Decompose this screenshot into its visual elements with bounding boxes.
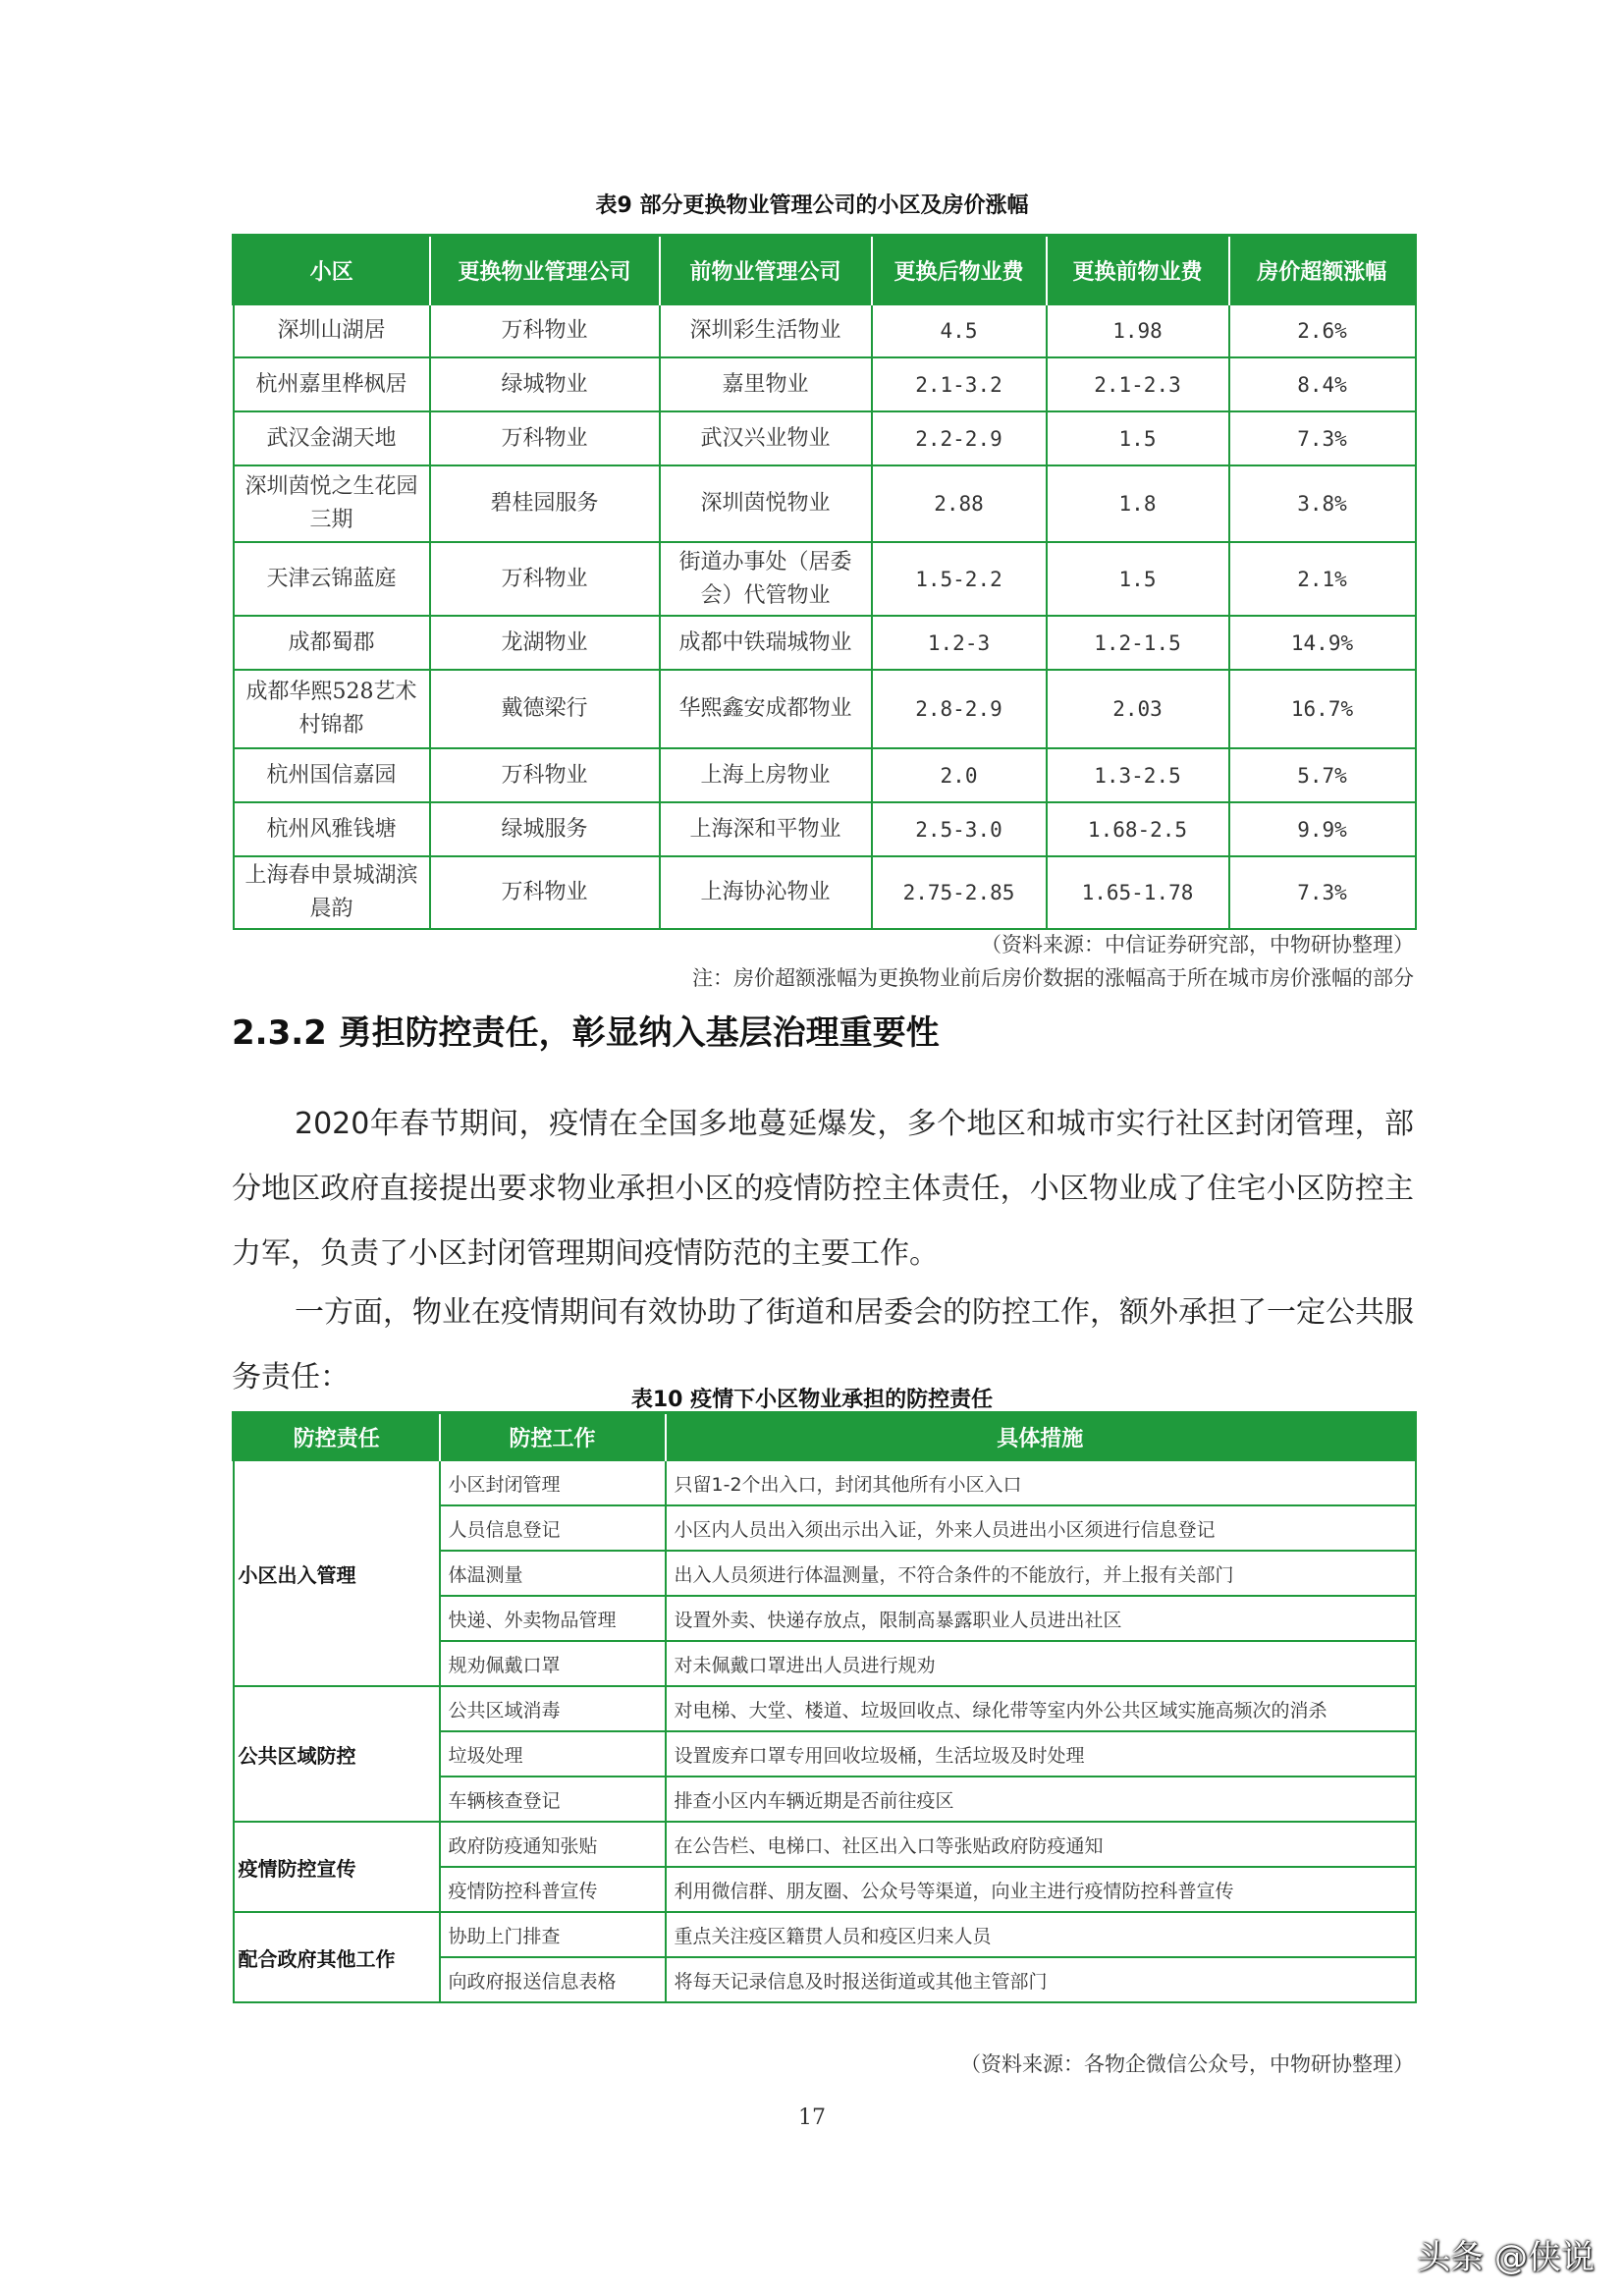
table-cell: 公共区域消毒 <box>440 1686 666 1731</box>
table-cell: 将每天记录信息及时报送街道或其他主管部门 <box>666 1957 1416 2002</box>
table-cell: 杭州国信嘉园 <box>234 748 430 802</box>
table-row <box>234 856 1416 929</box>
table-cell: 绿城物业 <box>430 357 660 411</box>
table-cell: 垃圾处理 <box>440 1731 666 1777</box>
table-cell: 设置外卖、快递存放点，限制高暴露职业人员进出社区 <box>666 1596 1416 1641</box>
table9-header: 更换后物业费 <box>872 236 1047 305</box>
table-cell: 杭州嘉里桦枫居 <box>234 357 430 411</box>
table-cell: 人员信息登记 <box>440 1505 666 1551</box>
table-row <box>234 542 1416 616</box>
table-cell: 出入人员须进行体温测量，不符合条件的不能放行，并上报有关部门 <box>666 1551 1416 1596</box>
table10-caption: 表10 疫情下小区物业承担的防控责任 <box>630 1388 994 1412</box>
table-cell: 2.2-2.9 <box>872 411 1047 465</box>
table-cell: 1.2-1.5 <box>1047 616 1229 670</box>
table-cell: 在公告栏、电梯口、社区出入口等张贴政府防疫通知 <box>666 1822 1416 1867</box>
category-cell: 疫情防控宣传 <box>234 1822 440 1912</box>
table-cell: 利用微信群、朋友圈、公众号等渠道，向业主进行疫情防控科普宣传 <box>666 1867 1416 1912</box>
table-cell: 上海春申景城湖滨晨韵 <box>234 856 430 929</box>
table-cell: 上海上房物业 <box>660 748 872 802</box>
watermark: 头条 @侠说 <box>1417 2238 1595 2277</box>
table-row <box>234 465 1416 542</box>
table-cell: 武汉金湖天地 <box>234 411 430 465</box>
table-cell: 1.68-2.5 <box>1047 802 1229 856</box>
table-cell: 1.5 <box>1047 411 1229 465</box>
table-cell: 对未佩戴口罩进出人员进行规劝 <box>666 1641 1416 1686</box>
table9-header: 房价超额涨幅 <box>1229 236 1416 305</box>
table-cell: 7.3% <box>1229 411 1416 465</box>
table-cell: 万科物业 <box>430 304 660 357</box>
table-cell: 2.75-2.85 <box>872 856 1047 929</box>
table-row <box>234 1822 1416 1867</box>
table-row <box>234 1912 1416 1957</box>
table-cell: 1.5-2.2 <box>872 542 1047 616</box>
table9-source: （资料来源：中信证券研究部，中物研协整理） <box>981 933 1414 957</box>
table-cell: 街道办事处（居委会）代管物业 <box>660 542 872 616</box>
table-cell: 16.7% <box>1229 670 1416 748</box>
table-cell: 2.1% <box>1229 542 1416 616</box>
table-cell: 2.8-2.9 <box>872 670 1047 748</box>
table-row <box>234 357 1416 411</box>
table-cell: 万科物业 <box>430 856 660 929</box>
table-cell: 1.8 <box>1047 465 1229 542</box>
table9-header: 小区 <box>234 236 430 305</box>
table-cell: 向政府报送信息表格 <box>440 1957 666 2002</box>
table-cell: 龙湖物业 <box>430 616 660 670</box>
paragraph: 2020年春节期间，疫情在全国多地蔓延爆发，多个地区和城市实行社区封闭管理，部分地区政府直接提出要求物业承担小区的疫情防控主体责任，小区物业成了住宅小区防控主力军，负责了小区封闭管理期间疫情防范的主要工作。 <box>232 1107 1414 1271</box>
table-cell: 7.3% <box>1229 856 1416 929</box>
table9-header: 前物业管理公司 <box>660 236 872 305</box>
table-cell: 2.0 <box>872 748 1047 802</box>
table-row <box>234 411 1416 465</box>
table-cell: 2.1-3.2 <box>872 357 1047 411</box>
table-row <box>234 748 1416 802</box>
table-cell: 2.88 <box>872 465 1047 542</box>
table-cell: 重点关注疫区籍贯人员和疫区归来人员 <box>666 1912 1416 1957</box>
table-cell: 小区内人员出入须出示出入证，外来人员进出小区须进行信息登记 <box>666 1505 1416 1551</box>
table10-header: 防控责任 <box>234 1413 440 1461</box>
table-cell: 5.7% <box>1229 748 1416 802</box>
table-cell: 嘉里物业 <box>660 357 872 411</box>
table-cell: 1.3-2.5 <box>1047 748 1229 802</box>
table-cell: 碧桂园服务 <box>430 465 660 542</box>
table-cell: 车辆核查登记 <box>440 1777 666 1822</box>
table-cell: 快递、外卖物品管理 <box>440 1596 666 1641</box>
table10 <box>232 1411 1417 2003</box>
table-cell: 规劝佩戴口罩 <box>440 1641 666 1686</box>
table-cell: 武汉兴业物业 <box>660 411 872 465</box>
table-cell: 9.9% <box>1229 802 1416 856</box>
table10-source: （资料来源：各物企微信公众号，中物研协整理） <box>960 2052 1414 2076</box>
table10-header: 具体措施 <box>666 1413 1416 1461</box>
table-row <box>234 1460 1416 1505</box>
table-cell: 4.5 <box>872 304 1047 357</box>
table-cell: 对电梯、大堂、楼道、垃圾回收点、绿化带等室内外公共区域实施高频次的消杀 <box>666 1686 1416 1731</box>
table-row <box>234 670 1416 748</box>
table-cell: 1.98 <box>1047 304 1229 357</box>
table-cell: 2.1-2.3 <box>1047 357 1229 411</box>
table-cell: 上海协沁物业 <box>660 856 872 929</box>
table9-note: 注：房价超额涨幅为更换物业前后房价数据的涨幅高于所在城市房价涨幅的部分 <box>692 966 1414 990</box>
table-cell: 成都中铁瑞城物业 <box>660 616 872 670</box>
table-cell: 2.6% <box>1229 304 1416 357</box>
table-row <box>234 304 1416 357</box>
table-cell: 华熙鑫安成都物业 <box>660 670 872 748</box>
table-row <box>234 802 1416 856</box>
table-cell: 协助上门排查 <box>440 1912 666 1957</box>
table-cell: 成都华熙528艺术村锦都 <box>234 670 430 748</box>
category-cell: 公共区域防控 <box>234 1686 440 1822</box>
table-cell: 成都蜀郡 <box>234 616 430 670</box>
table9-header: 更换物业管理公司 <box>430 236 660 305</box>
table-cell: 排查小区内车辆近期是否前往疫区 <box>666 1777 1416 1822</box>
table-cell: 万科物业 <box>430 542 660 616</box>
table-cell: 深圳山湖居 <box>234 304 430 357</box>
table-cell: 小区封闭管理 <box>440 1460 666 1505</box>
table-cell: 8.4% <box>1229 357 1416 411</box>
table-cell: 2.03 <box>1047 670 1229 748</box>
category-cell: 配合政府其他工作 <box>234 1912 440 2002</box>
table9-header-row <box>234 236 1416 305</box>
table-cell: 14.9% <box>1229 616 1416 670</box>
table-cell: 1.5 <box>1047 542 1229 616</box>
table-cell: 1.65-1.78 <box>1047 856 1229 929</box>
table-cell: 体温测量 <box>440 1551 666 1596</box>
table-cell: 深圳彩生活物业 <box>660 304 872 357</box>
table9-header: 更换前物业费 <box>1047 236 1229 305</box>
table-cell: 戴德梁行 <box>430 670 660 748</box>
table-row <box>234 616 1416 670</box>
table-cell: 深圳茵悦之生花园三期 <box>234 465 430 542</box>
table-cell: 上海深和平物业 <box>660 802 872 856</box>
section-heading: 2.3.2 勇担防控责任，彰显纳入基层治理重要性 <box>232 1013 940 1053</box>
table10-header-row <box>234 1413 1416 1461</box>
table-cell: 天津云锦蓝庭 <box>234 542 430 616</box>
table-row <box>234 1686 1416 1731</box>
paragraph: 一方面，物业在疫情期间有效协助了街道和居委会的防控工作，额外承担了一定公共服务责任： <box>232 1295 1414 1394</box>
table-cell: 政府防疫通知张贴 <box>440 1822 666 1867</box>
table-cell: 设置废弃口罩专用回收垃圾桶，生活垃圾及时处理 <box>666 1731 1416 1777</box>
table9 <box>232 234 1417 930</box>
table-cell: 只留1-2个出入口，封闭其他所有小区入口 <box>666 1460 1416 1505</box>
category-cell: 小区出入管理 <box>234 1460 440 1686</box>
table9-caption: 表9 部分更换物业管理公司的小区及房价涨幅 <box>595 193 1029 218</box>
table10-header: 防控工作 <box>440 1413 666 1461</box>
table-cell: 万科物业 <box>430 411 660 465</box>
table-cell: 万科物业 <box>430 748 660 802</box>
table-cell: 杭州风雅钱塘 <box>234 802 430 856</box>
table-cell: 深圳茵悦物业 <box>660 465 872 542</box>
table-cell: 绿城服务 <box>430 802 660 856</box>
table-cell: 3.8% <box>1229 465 1416 542</box>
table-cell: 疫情防控科普宣传 <box>440 1867 666 1912</box>
page-number: 17 <box>798 2105 826 2130</box>
table-cell: 1.2-3 <box>872 616 1047 670</box>
table-cell: 2.5-3.0 <box>872 802 1047 856</box>
